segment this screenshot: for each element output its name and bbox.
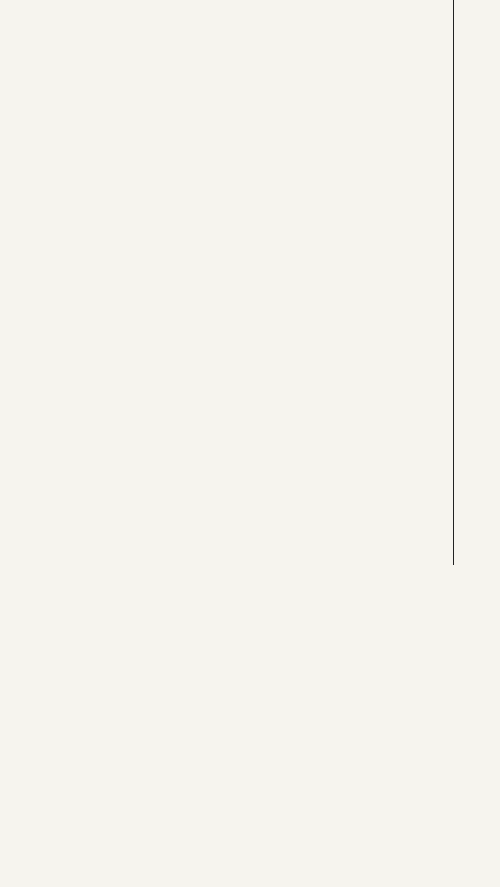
pear-tree-pyramid-illustration xyxy=(0,20,500,860)
